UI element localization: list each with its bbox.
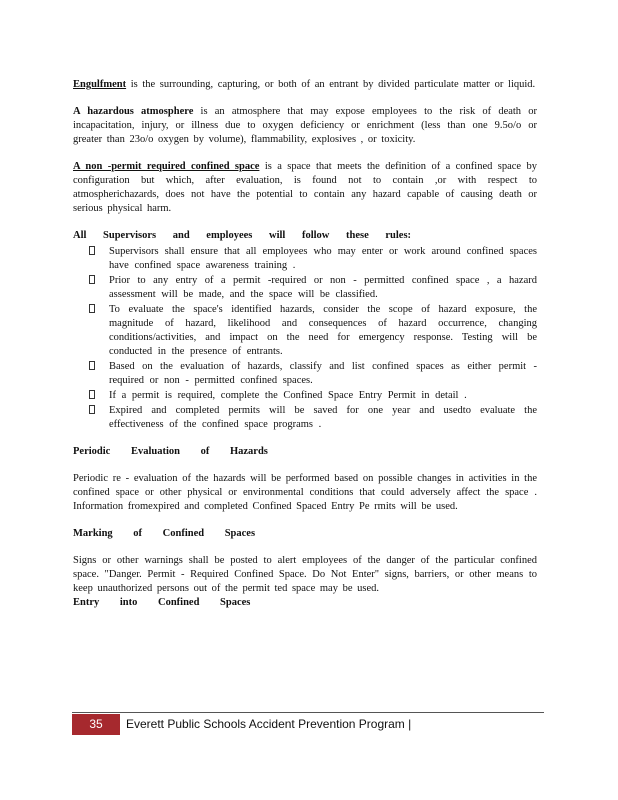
page-footer	[72, 712, 544, 735]
engulfment-definition: is the surrounding, capturing, or both of an entrant by divided particulate matter or liquid.	[126, 79, 536, 90]
rule-text: Prior to any entry of a permit -required or non - permitted confined space , a hazard assessment will be made, and the space will be classified.	[109, 275, 537, 300]
list-item	[73, 274, 537, 302]
rules-heading: All Supervisors and employees will follow these rules:	[73, 230, 412, 241]
bullet-box-icon	[89, 304, 95, 313]
bullet-box-icon	[89, 390, 95, 399]
bullet-box-icon	[89, 246, 95, 255]
document-body	[73, 78, 537, 610]
rules-list	[73, 245, 537, 432]
hazardous-atmosphere-paragraph	[73, 105, 537, 147]
footer-title: Everett Public Schools Accident Prevention Program |	[126, 717, 412, 731]
bullet-box-icon	[89, 275, 95, 284]
marking-heading: Marking of Confined Spaces	[73, 528, 256, 539]
marking-paragraph: Signs or other warnings shall be posted to alert employees of the danger of the particular confined space. "Danger. Permit - Required Confined Space. Do Not Enter" signs, barriers, or other means to keep unauthorized persons out of the permit ted space may be used.	[73, 555, 537, 594]
bullet-box-icon	[89, 405, 95, 414]
rule-text: Expired and completed permits will be saved for one year and usedto evaluate the effectiveness of the confined space programs .	[109, 405, 537, 430]
bullet-box-icon	[89, 361, 95, 370]
list-item	[73, 404, 537, 432]
list-item	[73, 360, 537, 388]
list-item	[73, 389, 537, 403]
rule-text: Based on the evaluation of hazards, classify and list confined spaces as either permit -required or non - permitted confined spaces.	[109, 361, 537, 386]
hazardous-atmosphere-term: A hazardous atmosphere	[73, 106, 194, 117]
rule-text: To evaluate the space's identified hazards, consider the scope of hazard exposure, the magnitude of hazard, likelihood and consequences of hazard occurrence, changing conditions/activities, and impact on the need for emergency response. Testing will be conducted in the presence of entrants.	[109, 304, 537, 357]
list-item	[73, 245, 537, 273]
entry-heading: Entry into Confined Spaces	[73, 597, 251, 608]
rule-text: If a permit is required, complete the Confined Space Entry Permit in detail .	[109, 390, 467, 401]
periodic-evaluation-paragraph: Periodic re - evaluation of the hazards will be performed based on possible changes in activities in the confined space or other physical or environmental conditions that could adversely affect the space . Information fromexpired and completed Confined Spaced Entry Pe rmits will be used.	[73, 473, 537, 512]
list-item	[73, 303, 537, 359]
non-permit-space-definition: is a space that meets the definition of a confined space by configuration but which, after evaluation, is found not to contain ,or with respect to atmospherichazards, does not have the potential to contain any hazard capable of causing death or serious physical harm.	[73, 161, 537, 214]
periodic-evaluation-heading: Periodic Evaluation of Hazards	[73, 446, 268, 457]
engulfment-term: Engulfment	[73, 79, 127, 90]
non-permit-space-paragraph	[73, 160, 537, 216]
engulfment-paragraph	[73, 78, 537, 92]
page-number: 35	[72, 714, 120, 735]
non-permit-space-term: A non -permit required confined space	[73, 161, 260, 172]
rule-text: Supervisors shall ensure that all employees who may enter or work around confined spaces have confined space awareness training .	[109, 246, 537, 271]
hazardous-atmosphere-definition: is an atmosphere that may expose employees to the risk of death or incapacitation, injury, or illness due to oxygen deficiency or enrichment (less than one 9.5o/o or greater than 23o/o oxygen by volume), flammability, explosives , or toxicity.	[73, 106, 537, 145]
